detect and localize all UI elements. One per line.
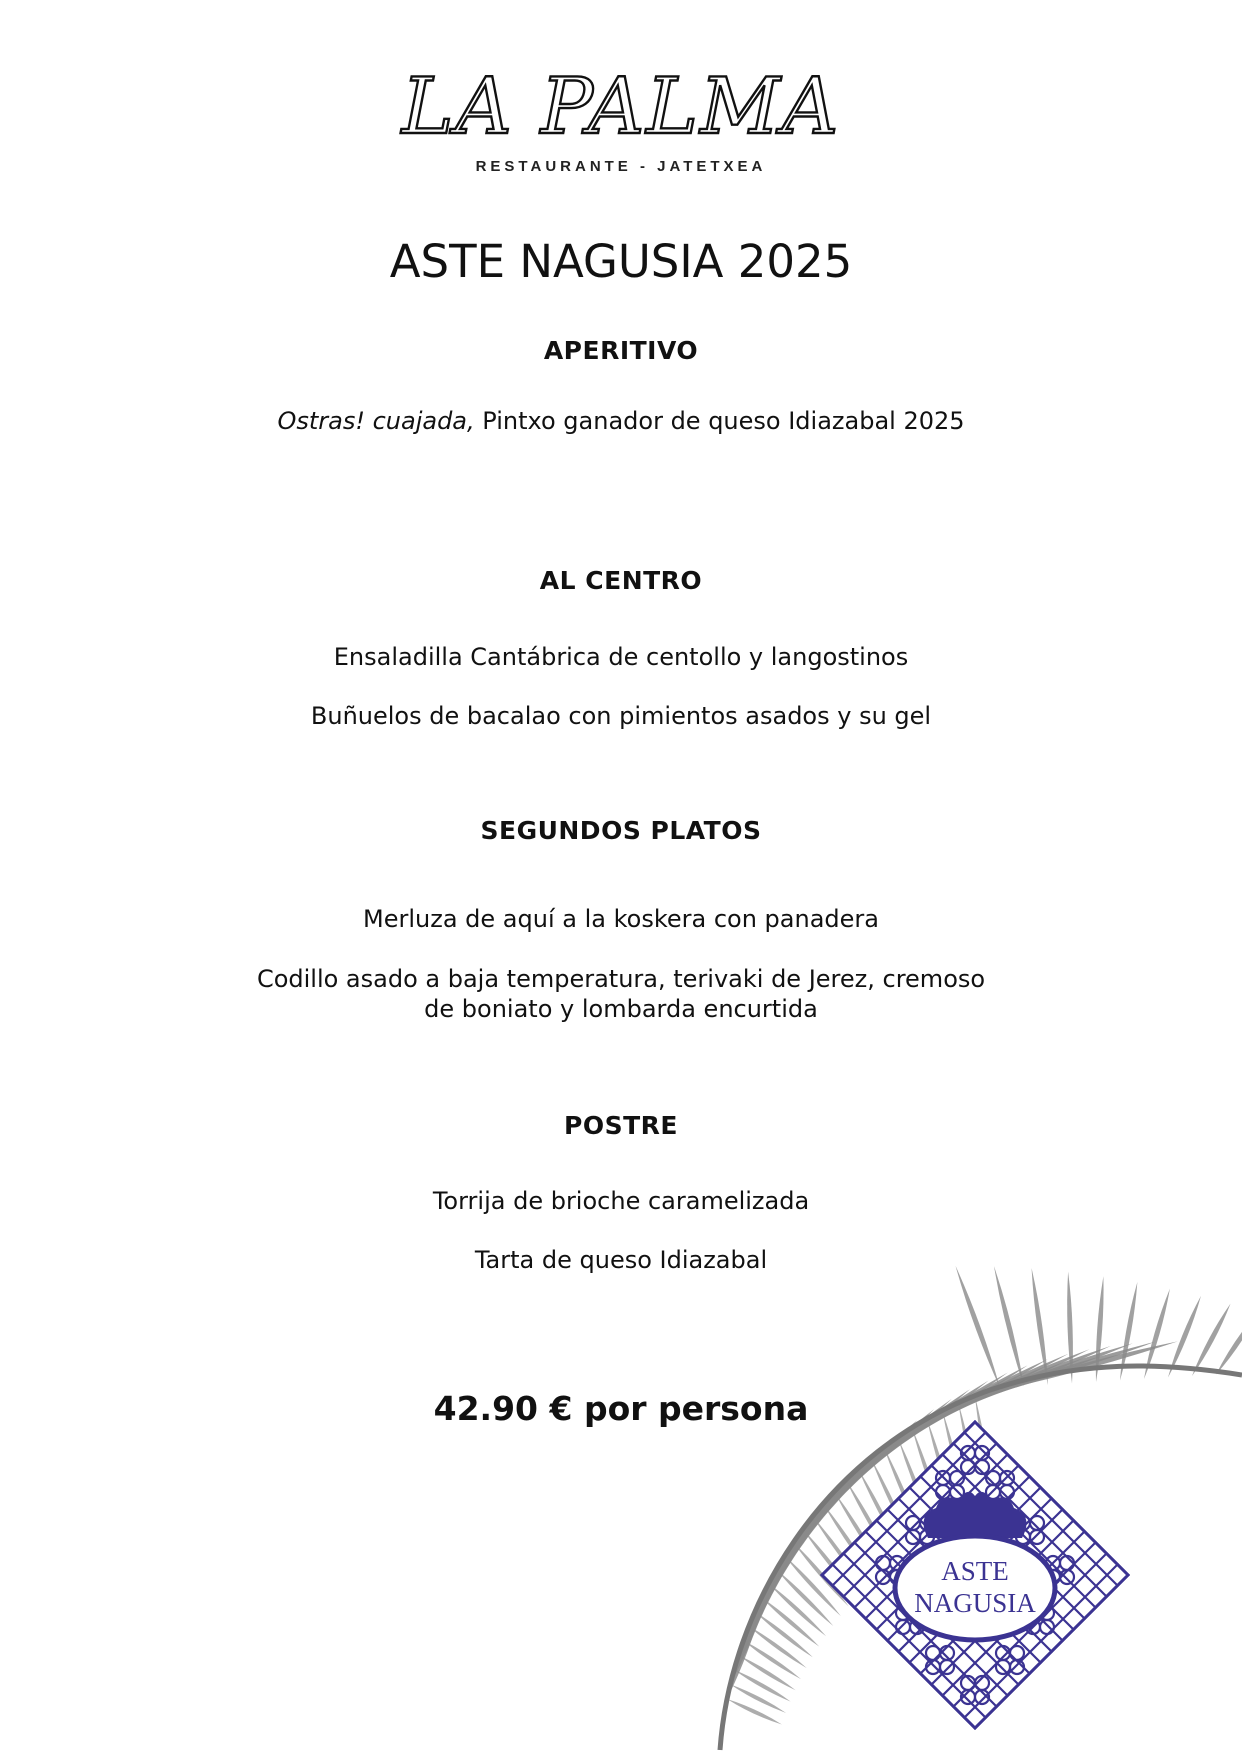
menu-item: Ensaladilla Cantábrica de centollo y langostinos bbox=[333, 643, 909, 671]
section-aperitivo bbox=[0, 336, 1242, 436]
logo-name: LA PALMA bbox=[401, 62, 841, 152]
palm-leaflet bbox=[727, 1699, 782, 1725]
menu-item: Codillo asado a baja temperatura, terivaki de Jerez, cremoso bbox=[256, 965, 986, 993]
menu-item-continued: de boniato y lombarda encurtida bbox=[424, 995, 818, 1023]
section-heading: AL CENTRO bbox=[539, 566, 703, 595]
section-al-centro bbox=[0, 566, 1242, 731]
badge-text-line1: ASTE bbox=[941, 1556, 1009, 1586]
section-heading: POSTRE bbox=[564, 1111, 678, 1140]
menu-item: Tarta de queso Idiazabal bbox=[474, 1246, 768, 1274]
section-heading: APERITIVO bbox=[543, 336, 699, 365]
palm-leaflet bbox=[730, 1684, 786, 1713]
logo-subtitle: RESTAURANTE - JATETXEA bbox=[475, 158, 767, 175]
palm-leaflet bbox=[994, 1266, 1024, 1386]
restaurant-logo bbox=[0, 62, 1242, 175]
palm-leaflet bbox=[743, 1641, 801, 1680]
section-heading: SEGUNDOS PLATOS bbox=[480, 816, 762, 845]
menu-item: Torrija de brioche caramelizada bbox=[432, 1187, 810, 1215]
menu-item: Merluza de aquí a la koskera con panadera bbox=[363, 905, 879, 933]
page-title: ASTE NAGUSIA 2025 bbox=[389, 235, 853, 288]
section-segundos-platos bbox=[0, 816, 1242, 1024]
aste-nagusia-logo bbox=[820, 1420, 1130, 1730]
palm-leaflet bbox=[956, 1266, 1000, 1388]
menu-item bbox=[0, 406, 1242, 436]
menu-item-italic: Ostras! cuajada, bbox=[277, 407, 475, 435]
menu-item: Buñuelos de bacalao con pimientos asados y su gel bbox=[310, 702, 932, 730]
price: 42.90 € por persona bbox=[433, 1389, 809, 1428]
palm-leaflet bbox=[1192, 1304, 1230, 1376]
badge-text-line2: NAGUSIA bbox=[914, 1588, 1036, 1618]
palm-leaflet bbox=[734, 1670, 791, 1702]
palm-leaflet bbox=[738, 1655, 795, 1690]
menu-item-text: Pintxo ganador de queso Idiazabal 2025 bbox=[474, 407, 965, 435]
